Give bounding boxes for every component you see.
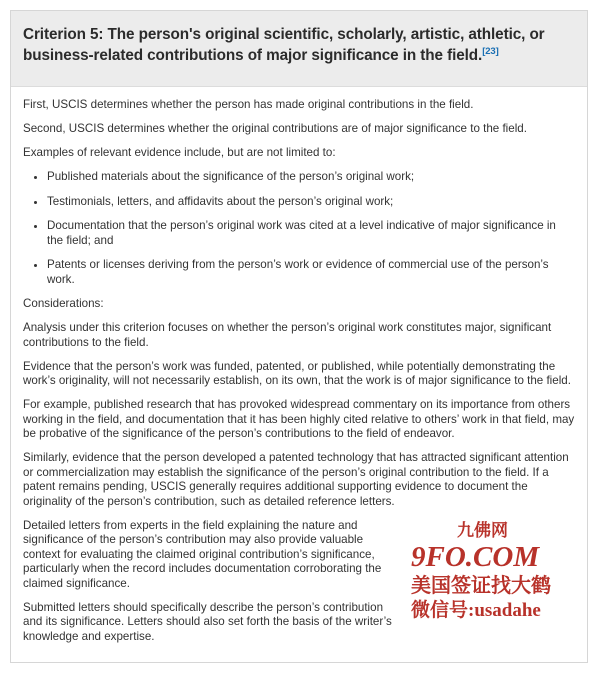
paragraph: For example, published research that has provoked widespread commentary on its importance from others working in the field, and documentation that it has been highly cited relative to others’ work in that field, may be probative of the significance of the person’s contributions to the field of endeavor.	[23, 398, 575, 440]
paragraph: Analysis under this criterion focuses on whether the person’s original work constitutes major, significant contributions to the field.	[23, 321, 552, 349]
paragraph: Examples of relevant evidence include, but are not limited to:	[23, 146, 336, 159]
paragraph: Evidence that the person’s work was funded, patented, or published, while potentially demonstrating the work’s originality, will not necessarily establish, on its own, that the work is of major significance to the field.	[23, 359, 571, 387]
watermark-line3: 微信号:usadahe	[411, 599, 541, 621]
paragraph: Detailed letters from experts in the field explaining the nature and significance of the person’s contribution may also provide valuable context for evaluating the claimed original contribution’s significance, particularly when the record includes documentation corroborating the claimed significance.	[23, 518, 382, 590]
paragraph: Similarly, evidence that the person developed a patented technology that has attracted significant attention or commercialization may establish the significance of the person’s original contribution to the field. If a patent remains pending, USCIS generally requires additional supporting evidence to document the originality of the person’s contribution, such as detailed reference letters.	[23, 451, 569, 508]
paragraph: Second, USCIS determines whether the original contributions are of major significance to the field.	[23, 122, 527, 135]
watermark-site: 九佛网	[457, 520, 508, 540]
paragraph: First, USCIS determines whether the person has made original contributions in the field.	[23, 98, 474, 111]
paragraph: Considerations:	[23, 297, 104, 310]
evidence-list	[23, 170, 575, 287]
list-item: • Testimonials, letters, and affidavits about the person’s original work;	[47, 195, 575, 210]
watermark	[411, 521, 583, 623]
watermark-line2: 美国签证找大鹤	[411, 574, 551, 597]
criterion-panel	[10, 10, 588, 663]
criterion-title: Criterion 5: The person's original scientific, scholarly, artistic, athletic, or business-related contributions of major significance in the field.[23]	[23, 26, 545, 64]
criterion-header	[11, 11, 587, 87]
criterion-body	[11, 87, 587, 662]
footnote-link[interactable]: [23]	[482, 45, 499, 57]
list-item: • Published materials about the significance of the person’s original work;	[47, 170, 575, 185]
paragraph: Submitted letters should specifically describe the person’s contribution and its significance. Letters should also set forth the basis of the writer’s knowledge and expertise.	[23, 600, 392, 643]
watermark-logo: 9FO.COM	[411, 540, 540, 573]
list-item: • Patents or licenses deriving from the person’s work or evidence of commercial use of the person’s work.	[47, 258, 575, 287]
list-item: • Documentation that the person’s original work was cited at a level indicative of major significance in the field; and	[47, 219, 575, 248]
